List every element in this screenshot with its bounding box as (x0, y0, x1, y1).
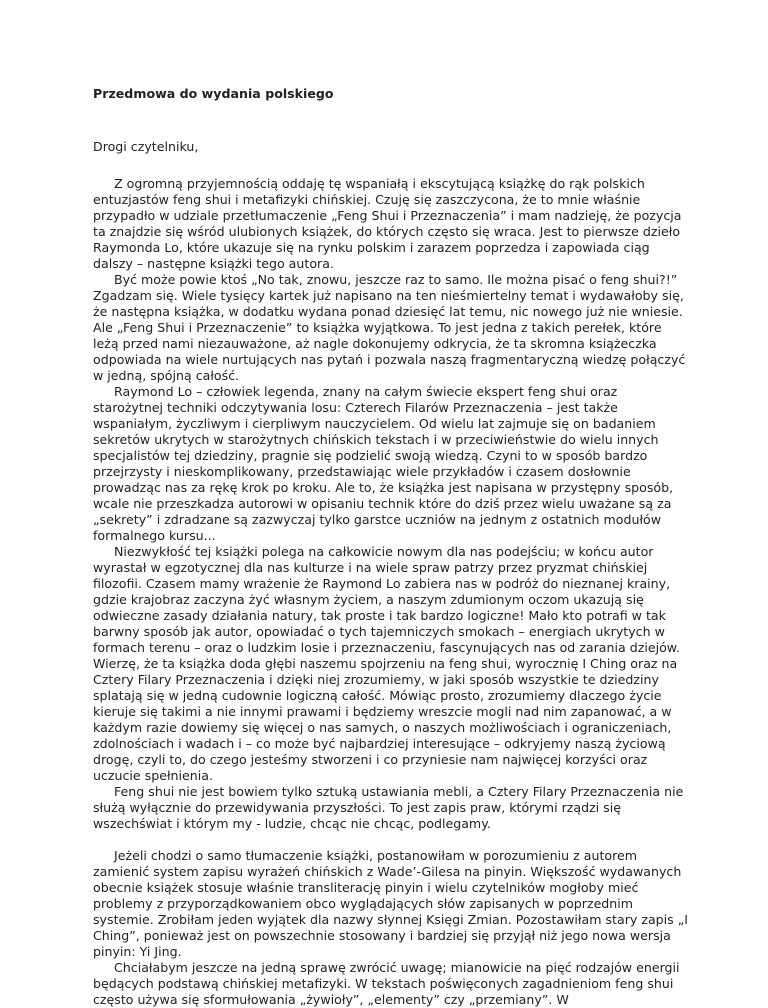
paragraph: Jeżeli chodzi o samo tłumaczenie książki, postanowiłam w porozumieniu z autorem zamienić system zapisu wyrażeń chińskich z Wade’-Gilesa na pinyin. Większość wydawanych obecnie książek stosuje właśnie transliterację pinyin i wielu czytelników mogłoby mieć problemy z przyporządkowaniem obco wyglądających słów zapisanych w poprzednim systemie. Zrobiłam jeden wyjątek dla nazwy słynnej Księgi Zmian. Pozostawiłam stary zapis „I Ching”, ponieważ jest on powszechnie stosowany i bardziej się przyjął niż jego nowa wersja pinyin: Yi Jing. (93, 848, 688, 959)
paragraph: Być może powie ktoś „No tak, znowu, jeszcze raz to samo. Ile można pisać o feng shui?!” Zgadzam się. Wiele tysięcy kartek już napisano na ten nieśmiertelny temat i wydawałoby się, że następna książka, w dodatku wydana ponad dziesięć lat temu, nic nowego już nie wniesie. Ale „Feng Shui i Przeznaczenie” to książka wyjątkowa. To jest jedna z takich perełek, które leżą przed nami niezauważone, aż nagle dokonujemy odkrycia, że ta skromna książeczka odpowiada na wiele nurtujących nas pytań i pozwala naszą fragmentaryczną wiedzę połączyć w jedną, spójną całość. (93, 272, 686, 383)
document-body (93, 86, 689, 1008)
greeting: Drogi czytelniku, (93, 139, 199, 154)
paragraph: Feng shui nie jest bowiem tylko sztuką ustawiania mebli, a Cztery Filary Przeznaczenia nie służą wyłącznie do przewidywania przyszłości. To jest zapis praw, którymi rządzi się wszechświat i którym my - ludzie, chcąc nie chcąc, podlegamy. (93, 784, 684, 831)
document-title: Przedmowa do wydania polskiego (93, 86, 334, 101)
paragraph: Raymond Lo – człowiek legenda, znany na całym świecie ekspert feng shui oraz starożytnej techniki odczytywania losu: Czterech Filarów Przeznaczenia – jest także wspaniałym, życzliwym i cierpliwym nauczycielem. Od wielu lat zajmuje się on badaniem sekretów ukrytych w starożytnych chińskich tekstach i w przeciwieństwie do wielu innych specjalistów tej dziedziny, pragnie się podzielić swoją wiedzą. Czyni to w sposób bardzo przejrzysty i nieskomplikowany, przedstawiając wiele przykładów i czasem dosłownie prowadząc nas za rękę krok po kroku. Ale to, że książka jest napisana w przystępny sposób, wcale nie przeszkadza autorowi w opisaniu technik które do dziś przez wielu uważane są za „sekrety” i zdradzane są zazwyczaj tylko garstce uczniów na jednym z ostatnich modułów formalnego kursu... (93, 384, 674, 543)
paragraph: Z ogromną przyjemnością oddaję tę wspaniałą i ekscytującą książkę do rąk polskich entuzjastów feng shui i metafizyki chińskiej. Czuję się zaszczycona, że to mnie właśnie przypadło w udziale przetłumaczenie „Feng Shui i Przeznaczenia” i mam nadzieję, że pozycja ta znajdzie się wśród ulubionych książek, do których często się wraca. Jest to pierwsze dzieło Raymonda Lo, które ukazuje się na rynku polskim i zarazem poprzedza i zapowiada ciąg dalszy – następne książki tego autora. (93, 176, 682, 271)
paragraph: Niezwykłość tej książki polega na całkowicie nowym dla nas podejściu; w końcu autor wyrastał w egzotycznej dla nas kulturze i na wiele spraw patrzy przez pryzmat chińskiej filozofii. Czasem mamy wrażenie że Raymond Lo zabiera nas w podróż do nieznanej krainy, gdzie krajobraz zaczyna żyć własnym życiem, a naszym zdumionym oczom ukazują się odwieczne zasady działania natury, tak proste i tak bardzo logiczne! Mało kto potrafi w tak barwny sposób jak autor, opowiadać o tych tajemniczych smokach – energiach ukrytych w formach terenu – oraz o ludzkim losie i przeznaczeniu, fascynujących nas od zarania dziejów. Wierzę, że ta książka doda głębi naszemu spojrzeniu na feng shui, wyrocznię I Ching oraz na Cztery Filary Przeznaczenia i dzięki niej zrozumiemy, w jaki sposób wszystkie te dziedziny splatają się w jedną cudownie logiczną całość. Mówiąc prosto, zrozumiemy dlaczego życie kieruje się takimi a nie innymi prawami i będziemy wreszcie mogli nad nim zapanować, a w każdym razie dowiemy się więcej o nas samych, o naszych możliwościach i ograniczeniach, zdolnościach i wadach i – co może być najbardziej interesujące – odkryjemy naszą życiową drogę, czyli to, do czego jesteśmy stworzeni i co przyniesie nam najwięcej korzyści oraz uczucie spełnienia. (93, 544, 680, 783)
paragraph: Chciałabym jeszcze na jedną sprawę zwrócić uwagę; mianowicie na pięć rodzajów energii będących podstawą chińskiej metafizyki. W tekstach poświęconych zagadnieniom feng shui często używa się sformułowania „żywioły”, „elementy” czy „przemiany”. W (93, 960, 680, 1007)
